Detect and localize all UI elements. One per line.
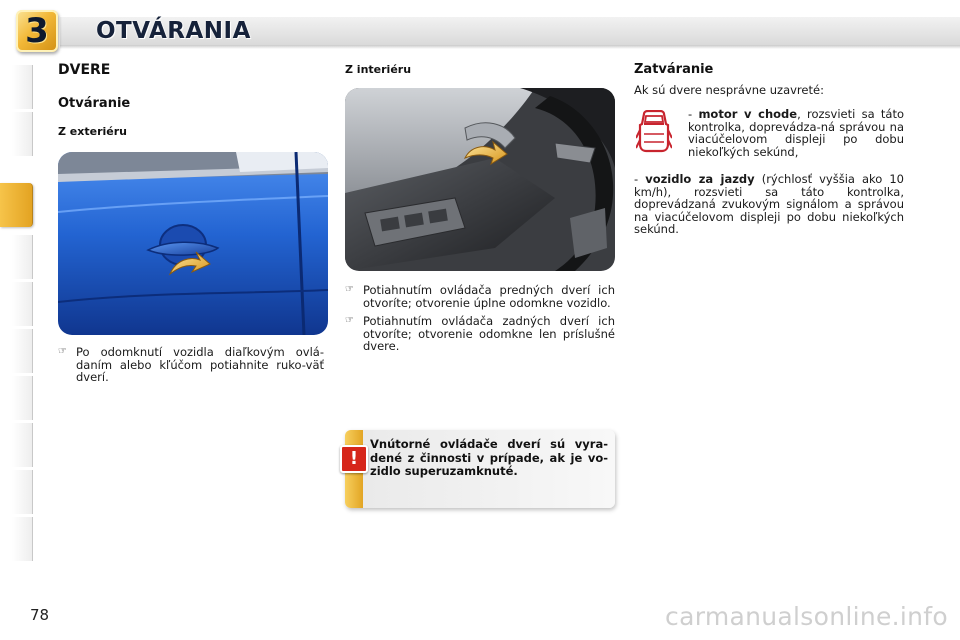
item-dash: -: [634, 172, 639, 186]
chapter-tab-active[interactable]: [0, 183, 33, 227]
list-item: [345, 284, 615, 309]
interior-caption: Z interiéru: [345, 63, 412, 76]
item-dash: -: [688, 107, 693, 121]
interior-instructions: [345, 284, 615, 359]
item-text: , rozsvieti sa táto kontrolka, doprevádza-ná správou na viacúčelovom displeji po dobu niekoľkých sekúnd,: [688, 107, 904, 159]
warning-text: Vnútorné ovládače dverí sú vyra-dené z činnosti v prípade, ak je vo-zidlo superuzamknuté.: [370, 437, 608, 478]
item-bold: vozidlo za jazdy: [645, 172, 755, 186]
chapter-tab[interactable]: [12, 517, 33, 561]
closing-item-driving: [634, 173, 904, 236]
door-open-warning-icon: [636, 110, 672, 154]
bullet-text: Potiahnutím ovládača predných dverí ich otvoríte; otvorenie úplne odomkne vozidlo.: [363, 283, 615, 310]
exterior-door-image: [58, 152, 328, 335]
item-text: (rýchlosť vyššia ako 10 km/h), rozsvieti sa táto kontrolka, doprevádzaná zvukovým signálom a správou na viacúčelovom displeji po dobu niekoľkých sekúnd.: [634, 172, 904, 236]
interior-door-image: [345, 88, 615, 271]
chapter-tab[interactable]: [12, 423, 33, 467]
subsection-title: Otváranie: [58, 96, 131, 111]
list-item: [345, 315, 615, 353]
chapter-tab[interactable]: [12, 112, 33, 156]
chapter-badge: 3: [16, 10, 58, 52]
chapter-tab[interactable]: [12, 65, 33, 109]
closing-title: Zatváranie: [634, 62, 714, 77]
chapter-title: OTVÁRANIA: [96, 18, 251, 44]
chapter-tab[interactable]: [12, 470, 33, 514]
watermark: carmanualsonline.info: [665, 602, 948, 631]
closing-intro: Ak sú dvere nesprávne uzavreté:: [634, 83, 824, 97]
section-title: DVERE: [58, 62, 111, 78]
interior-door-illustration: [345, 88, 615, 271]
bullet-text: Po odomknutí vozidla diaľkovým ovlá-daním alebo kľúčom potiahnite ruko-väť dverí.: [76, 345, 324, 384]
exclamation-icon: !: [340, 445, 368, 473]
exterior-door-illustration: [58, 152, 328, 335]
chapter-tab[interactable]: [12, 235, 33, 279]
item-bold: motor v chode: [698, 107, 798, 121]
chapter-tab[interactable]: [12, 329, 33, 373]
side-chapter-tabs: [0, 65, 34, 575]
bullet-text: Potiahnutím ovládača zadných dverí ich otvoríte; otvorenie odomkne len príslušné dvere.: [363, 314, 615, 353]
exterior-instructions: [58, 346, 324, 390]
list-item: [58, 346, 324, 384]
pointing-hand-icon: ☞: [345, 284, 354, 295]
pointing-hand-icon: ☞: [345, 315, 354, 326]
chapter-tab[interactable]: [12, 282, 33, 326]
chapter-tab[interactable]: [12, 376, 33, 420]
page-number: 78: [30, 606, 50, 624]
closing-item-engine: [688, 108, 904, 158]
exterior-caption: Z exteriéru: [58, 125, 127, 138]
pointing-hand-icon: ☞: [58, 346, 67, 357]
